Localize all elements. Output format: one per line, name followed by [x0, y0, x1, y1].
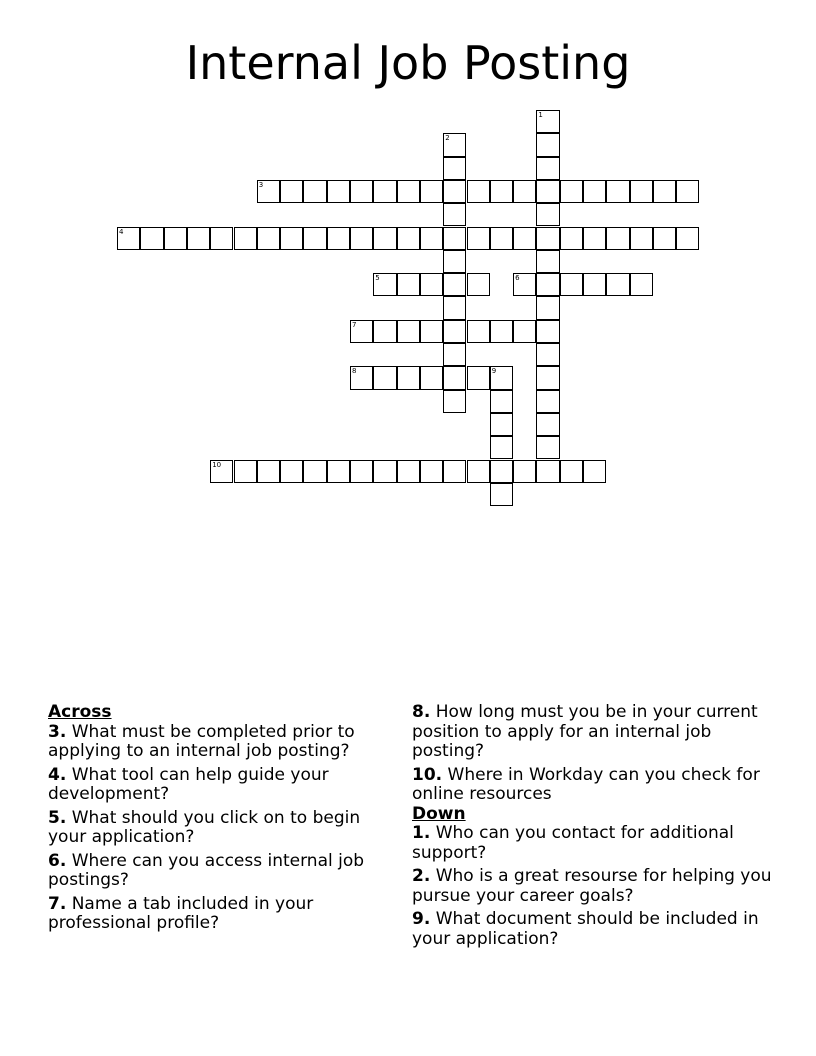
clue-number: 2 — [445, 134, 450, 143]
clue-across-10: 10. Where in Workday can you check for online resources — [412, 764, 760, 804]
crossword-cell[interactable] — [443, 203, 466, 226]
crossword-cell[interactable] — [513, 460, 536, 483]
clue-number: 6 — [515, 274, 520, 283]
crossword-cell[interactable] — [467, 227, 490, 250]
crossword-cell[interactable] — [443, 250, 466, 273]
crossword-cell[interactable] — [630, 180, 653, 203]
crossword-cell[interactable] — [490, 413, 513, 436]
crossword-cell[interactable] — [513, 180, 536, 203]
crossword-cell[interactable] — [420, 320, 443, 343]
crossword-cell[interactable] — [397, 460, 420, 483]
crossword-cell[interactable] — [164, 227, 187, 250]
crossword-cell[interactable] — [606, 227, 629, 250]
crossword-cell[interactable] — [117, 227, 140, 250]
clue-down-9: 9. What document should be included in your application? — [412, 909, 759, 949]
clue-down-1: 1. Who can you contact for additional support? — [412, 823, 734, 863]
crossword-cell[interactable] — [420, 180, 443, 203]
crossword-cell[interactable] — [373, 227, 396, 250]
crossword-cell[interactable] — [443, 320, 466, 343]
crossword-cell[interactable] — [513, 273, 536, 296]
crossword-cell[interactable] — [536, 436, 559, 459]
crossword-cell[interactable] — [606, 180, 629, 203]
crossword-cell[interactable] — [536, 343, 559, 366]
crossword-cell[interactable] — [350, 227, 373, 250]
clues-left-column — [48, 703, 393, 938]
crossword-cell[interactable] — [606, 273, 629, 296]
crossword-cell[interactable] — [536, 133, 559, 156]
crossword-cell[interactable] — [583, 180, 606, 203]
crossword-cell[interactable] — [327, 227, 350, 250]
crossword-cell[interactable] — [490, 227, 513, 250]
crossword-cell[interactable] — [280, 460, 303, 483]
clue-across-7: 7. Name a tab included in your professional profile? — [48, 893, 314, 933]
clue-number: 7 — [352, 320, 357, 329]
crossword-cell[interactable] — [560, 227, 583, 250]
crossword-cell[interactable] — [350, 460, 373, 483]
clue-across-5: 5. What should you click on to begin your application? — [48, 807, 361, 847]
crossword-cell[interactable] — [676, 180, 699, 203]
crossword-cell[interactable] — [443, 366, 466, 389]
crossword-cell[interactable] — [303, 180, 326, 203]
crossword-cell[interactable] — [443, 157, 466, 180]
crossword-cell[interactable] — [443, 180, 466, 203]
clue-across-4: 4. What tool can help guide your development? — [48, 764, 329, 804]
crossword-cell[interactable] — [397, 320, 420, 343]
crossword-cell[interactable] — [536, 203, 559, 226]
crossword-cell[interactable] — [536, 320, 559, 343]
crossword-cell[interactable] — [560, 273, 583, 296]
crossword-cell[interactable] — [303, 460, 326, 483]
crossword-cell[interactable] — [536, 390, 559, 413]
clue-down-2: 2. Who is a great resourse for helping you pursue your career goals? — [412, 866, 772, 906]
crossword-cell[interactable] — [443, 460, 466, 483]
crossword-cell[interactable] — [373, 320, 396, 343]
crossword-cell[interactable] — [653, 180, 676, 203]
crossword-cell[interactable] — [443, 343, 466, 366]
crossword-cell[interactable] — [536, 366, 559, 389]
crossword-cell[interactable] — [443, 390, 466, 413]
clue-number: 4 — [119, 227, 124, 236]
crossword-cell[interactable] — [373, 460, 396, 483]
clues-right-column — [412, 703, 784, 953]
crossword-cell[interactable] — [140, 227, 163, 250]
crossword-cell[interactable] — [583, 460, 606, 483]
crossword-cell[interactable] — [420, 273, 443, 296]
crossword-cell[interactable] — [234, 460, 257, 483]
crossword-cell[interactable] — [490, 436, 513, 459]
crossword-cell[interactable] — [560, 460, 583, 483]
crossword-cell[interactable] — [536, 460, 559, 483]
crossword-cell[interactable] — [350, 366, 373, 389]
crossword-cell[interactable] — [467, 180, 490, 203]
clue-number: 8 — [352, 367, 357, 376]
crossword-cell[interactable] — [397, 366, 420, 389]
crossword-cell[interactable] — [257, 227, 280, 250]
clue-number: 3 — [258, 180, 264, 189]
crossword-cell[interactable] — [490, 366, 513, 389]
crossword-cell[interactable] — [350, 180, 373, 203]
crossword-cell[interactable] — [536, 110, 559, 133]
crossword-cell[interactable] — [490, 460, 513, 483]
crossword-cell[interactable] — [513, 227, 536, 250]
crossword-cell[interactable] — [397, 273, 420, 296]
crossword-cell[interactable] — [187, 227, 210, 250]
crossword-cell[interactable] — [536, 250, 559, 273]
crossword-cell[interactable] — [536, 413, 559, 436]
crossword-cell[interactable] — [210, 227, 233, 250]
crossword-cell[interactable] — [583, 227, 606, 250]
crossword-cell[interactable] — [327, 180, 350, 203]
crossword-cell[interactable] — [490, 483, 513, 506]
crossword-cell[interactable] — [280, 180, 303, 203]
crossword-cell[interactable] — [490, 390, 513, 413]
clue-number: 1 — [538, 111, 543, 119]
clue-across-3: 3. What must be completed prior to applying to an internal job posting? — [48, 721, 355, 761]
crossword-cell[interactable] — [373, 180, 396, 203]
crossword-cell[interactable] — [467, 366, 490, 389]
crossword-cell[interactable] — [513, 320, 536, 343]
crossword-cell[interactable] — [676, 227, 699, 250]
clue-number: 9 — [491, 367, 497, 376]
crossword-cell[interactable] — [630, 227, 653, 250]
crossword-cell[interactable] — [257, 460, 280, 483]
crossword-cell[interactable] — [536, 157, 559, 180]
crossword-cell[interactable] — [653, 227, 676, 250]
crossword-cell[interactable] — [373, 366, 396, 389]
crossword-cell[interactable] — [327, 460, 350, 483]
clue-number: 5 — [375, 274, 380, 283]
clue-across-8: 8. How long must you be in your current position to apply for an internal job posting? — [412, 702, 758, 761]
crossword-cell[interactable] — [490, 320, 513, 343]
crossword-cell[interactable] — [443, 227, 466, 250]
crossword-cell[interactable] — [420, 460, 443, 483]
crossword-cell[interactable] — [303, 227, 326, 250]
crossword-cell[interactable] — [397, 180, 420, 203]
crossword-cell[interactable] — [257, 180, 280, 203]
crossword-cell[interactable] — [350, 320, 373, 343]
crossword-cell[interactable] — [536, 227, 559, 250]
crossword-cell[interactable] — [630, 273, 653, 296]
crossword-cell[interactable] — [467, 460, 490, 483]
clue-number: 10 — [212, 460, 222, 469]
crossword-cell[interactable] — [280, 227, 303, 250]
crossword-cell[interactable] — [583, 273, 606, 296]
crossword-cell[interactable] — [420, 227, 443, 250]
clue-across-6: 6. Where can you access internal job postings? — [48, 850, 365, 890]
crossword-cell[interactable] — [536, 180, 559, 203]
crossword-cell[interactable] — [210, 460, 233, 483]
crossword-cell[interactable] — [373, 273, 396, 296]
crossword-cell[interactable] — [443, 273, 466, 296]
crossword-cell[interactable] — [536, 273, 559, 296]
crossword-cell[interactable] — [467, 273, 490, 296]
crossword-cell[interactable] — [560, 180, 583, 203]
page-title: Internal Job Posting — [185, 36, 631, 90]
down-heading: Down — [412, 803, 466, 824]
across-heading: Across — [48, 702, 112, 722]
crossword-cell[interactable] — [234, 227, 257, 250]
crossword-cell[interactable] — [443, 296, 466, 319]
crossword-cell[interactable] — [467, 320, 490, 343]
crossword-cell[interactable] — [443, 133, 466, 156]
crossword-cell[interactable] — [397, 227, 420, 250]
crossword-cell[interactable] — [490, 180, 513, 203]
crossword-cell[interactable] — [536, 296, 559, 319]
crossword-cell[interactable] — [420, 366, 443, 389]
